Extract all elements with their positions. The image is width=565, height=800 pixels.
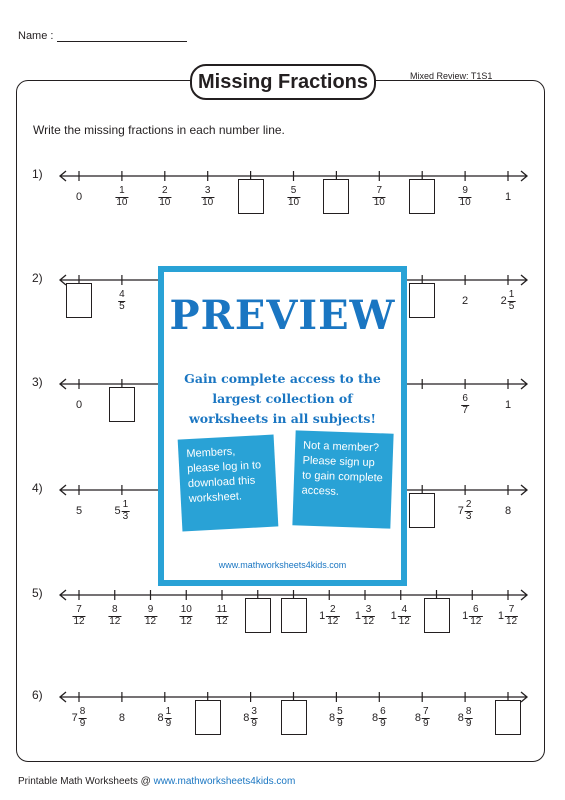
denominator: 10: [159, 196, 171, 208]
tick-label: [72, 707, 87, 729]
signup-card[interactable]: Not a member? Please sign up to gain complete access.: [292, 430, 393, 528]
tick-label: [180, 605, 193, 627]
whole-number: 8: [118, 712, 125, 724]
numerator: 2: [326, 605, 339, 617]
problem-number: 6): [32, 688, 43, 702]
denominator: 5: [508, 300, 515, 312]
tick-label: [115, 186, 128, 208]
numerator: 7: [373, 186, 386, 198]
denominator: 9: [337, 717, 343, 729]
review-code: Mixed Review: T1S1: [410, 71, 493, 81]
tick-label: [458, 500, 473, 522]
problem-number: 3): [32, 375, 43, 389]
denominator: 10: [373, 196, 385, 208]
tick-label: [215, 605, 228, 627]
whole-number: 5: [75, 505, 83, 517]
answer-box[interactable]: [424, 598, 450, 633]
fraction: [465, 707, 473, 729]
whole-number: 1: [504, 191, 512, 203]
mixed-whole: 8: [243, 712, 250, 724]
denominator: 12: [327, 615, 339, 627]
tick-label: [329, 707, 344, 729]
fraction: [373, 186, 386, 208]
whole-number: 2: [462, 295, 469, 307]
tick-label: [462, 605, 482, 627]
fraction: [398, 605, 411, 627]
denominator: 12: [109, 615, 121, 627]
worksheet-title: Missing Fractions: [190, 64, 376, 100]
denominator: 12: [144, 615, 157, 627]
problem-number: 2): [32, 271, 43, 285]
tick-label: [373, 186, 386, 208]
fraction: [165, 707, 173, 729]
fraction: [118, 290, 126, 312]
tick-label: [319, 605, 339, 627]
tick-label: [459, 186, 472, 208]
tick-label: [76, 399, 82, 411]
mixed-whole: 8: [457, 712, 464, 724]
answer-box[interactable]: [245, 598, 271, 633]
fraction: [72, 605, 85, 627]
numerator: 5: [337, 706, 343, 717]
fraction: [336, 707, 344, 729]
tick-label: [115, 500, 130, 522]
numerator: 3: [201, 186, 214, 198]
tick-label: [72, 605, 85, 627]
denominator: 9: [465, 717, 472, 729]
mixed-whole: 1: [462, 610, 469, 622]
fraction: [379, 707, 387, 729]
fraction: [469, 605, 482, 627]
mixed-whole: 1: [354, 610, 361, 622]
fraction: [287, 186, 300, 208]
mixed-whole: 1: [319, 610, 326, 622]
denominator: 9: [251, 717, 257, 729]
tick-label: [118, 290, 126, 312]
numerator: 9: [144, 605, 157, 617]
answer-box[interactable]: [281, 598, 307, 633]
numerator: 1: [122, 499, 129, 510]
preview-overlay: [158, 266, 407, 586]
numerator: 7: [72, 605, 85, 617]
fraction: [422, 707, 430, 729]
tick-label: [505, 191, 511, 203]
numerator: 5: [287, 186, 300, 198]
preview-title: PREVIEW: [169, 292, 396, 339]
numerator: 1: [115, 186, 128, 198]
numerator: 11: [216, 604, 228, 615]
numerator: 3: [362, 605, 375, 617]
denominator: 12: [216, 615, 228, 627]
mixed-whole: 8: [414, 712, 421, 724]
fraction: [108, 605, 121, 627]
answer-box[interactable]: [409, 493, 435, 528]
tick-label: [355, 605, 375, 627]
fraction: [180, 605, 193, 627]
mixed-whole: 2: [500, 295, 507, 307]
denominator: 3: [122, 510, 129, 522]
problem-number: 1): [32, 167, 43, 181]
numerator: 3: [251, 706, 257, 717]
denominator: 10: [202, 196, 214, 208]
denominator: 10: [116, 196, 128, 208]
fraction: [505, 605, 518, 627]
answer-box[interactable]: [109, 387, 135, 422]
numerator: 6: [462, 393, 468, 404]
tick-label: [501, 290, 516, 312]
tick-label: [505, 505, 511, 517]
tick-label: [108, 605, 121, 627]
denominator: 12: [180, 615, 192, 627]
preview-subtitle: Gain complete access to the largest collection of worksheets in all subjects!: [184, 371, 381, 426]
denominator: 12: [398, 615, 410, 627]
answer-box[interactable]: [281, 700, 307, 735]
denominator: 10: [287, 196, 300, 208]
denominator: 12: [363, 615, 375, 627]
tick-label: [119, 712, 125, 724]
whole-number: 0: [75, 191, 83, 203]
numerator: 7: [422, 706, 429, 717]
denominator: 9: [79, 717, 86, 729]
fraction: [201, 186, 214, 208]
numerator: 1: [165, 706, 172, 717]
numerator: 7: [505, 605, 518, 617]
footer-link[interactable]: www.mathworksheets4kids.com: [153, 776, 296, 787]
tick-label: [391, 605, 411, 627]
fraction: [115, 186, 128, 208]
whole-number: 1: [504, 399, 512, 411]
instruction-text: Write the missing fractions in each number line.: [33, 123, 285, 137]
mixed-whole: 8: [371, 712, 379, 724]
numerator: 4: [398, 605, 411, 617]
mixed-whole: 1: [497, 610, 504, 622]
answer-box[interactable]: [238, 179, 264, 214]
denominator: 9: [380, 717, 386, 729]
fraction: [461, 394, 469, 416]
tick-label: [76, 191, 82, 203]
tick-label: [76, 505, 82, 517]
denominator: 12: [470, 615, 482, 627]
fraction: [508, 290, 516, 312]
tick-label: [144, 605, 157, 627]
numerator: 9: [459, 186, 472, 198]
number-line: [0, 166, 565, 186]
tick-label: [415, 707, 430, 729]
denominator: 9: [422, 717, 429, 729]
fraction: [144, 605, 157, 627]
denominator: 9: [165, 717, 172, 729]
name-blank[interactable]: [57, 30, 187, 42]
numerator: 10: [180, 604, 192, 615]
tick-label: [158, 186, 171, 208]
tick-label: [157, 707, 172, 729]
answer-box[interactable]: [66, 283, 92, 318]
answer-box[interactable]: [195, 700, 221, 735]
problem-number: 4): [32, 481, 43, 495]
numerator: 2: [158, 186, 171, 198]
numerator: 8: [79, 706, 86, 717]
numerator: 1: [508, 289, 515, 300]
fraction: [459, 186, 472, 208]
preview-url[interactable]: www.mathworksheets4kids.com: [218, 560, 347, 570]
denominator: 5: [119, 300, 125, 312]
fraction: [250, 707, 258, 729]
mixed-whole: 7: [457, 505, 464, 517]
whole-number: 8: [504, 505, 512, 517]
tick-label: [498, 605, 518, 627]
tick-label: [505, 399, 511, 411]
tick-label: [461, 394, 469, 416]
answer-box[interactable]: [495, 700, 521, 735]
fraction: [122, 500, 130, 522]
mixed-whole: 8: [329, 712, 336, 724]
numerator: 8: [465, 706, 472, 717]
name-label: Name :: [18, 30, 54, 42]
tick-label: [243, 707, 258, 729]
denominator: 12: [73, 615, 85, 627]
mixed-whole: 5: [114, 505, 121, 517]
whole-number: 0: [75, 399, 83, 411]
footer: [18, 776, 295, 787]
tick-label: [458, 707, 473, 729]
numerator: 8: [108, 605, 121, 617]
members-login-card[interactable]: Members, please log in to download this worksheet.: [178, 435, 279, 532]
footer-label: Printable Math Worksheets @: [18, 776, 151, 787]
numerator: 4: [119, 289, 125, 300]
fraction: [79, 707, 87, 729]
problem-number: 5): [32, 586, 43, 600]
numerator: 6: [380, 706, 386, 717]
tick-label: [201, 186, 214, 208]
denominator: 3: [465, 510, 472, 522]
fraction: [158, 186, 171, 208]
tick-label: [372, 707, 387, 729]
answer-box[interactable]: [323, 179, 349, 214]
mixed-whole: 7: [71, 712, 78, 724]
tick-label: [462, 295, 468, 307]
denominator: 12: [506, 615, 518, 627]
answer-box[interactable]: [409, 179, 435, 214]
fraction: [465, 500, 473, 522]
denominator: 7: [462, 404, 468, 416]
mixed-whole: 8: [157, 712, 164, 724]
fraction: [215, 605, 228, 627]
answer-box[interactable]: [409, 283, 435, 318]
mixed-whole: 1: [390, 610, 397, 622]
fraction: [326, 605, 339, 627]
fraction: [362, 605, 375, 627]
numerator: 6: [469, 605, 482, 617]
numerator: 2: [465, 499, 472, 510]
name-field: [18, 30, 187, 42]
tick-label: [287, 186, 300, 208]
denominator: 10: [459, 196, 471, 208]
